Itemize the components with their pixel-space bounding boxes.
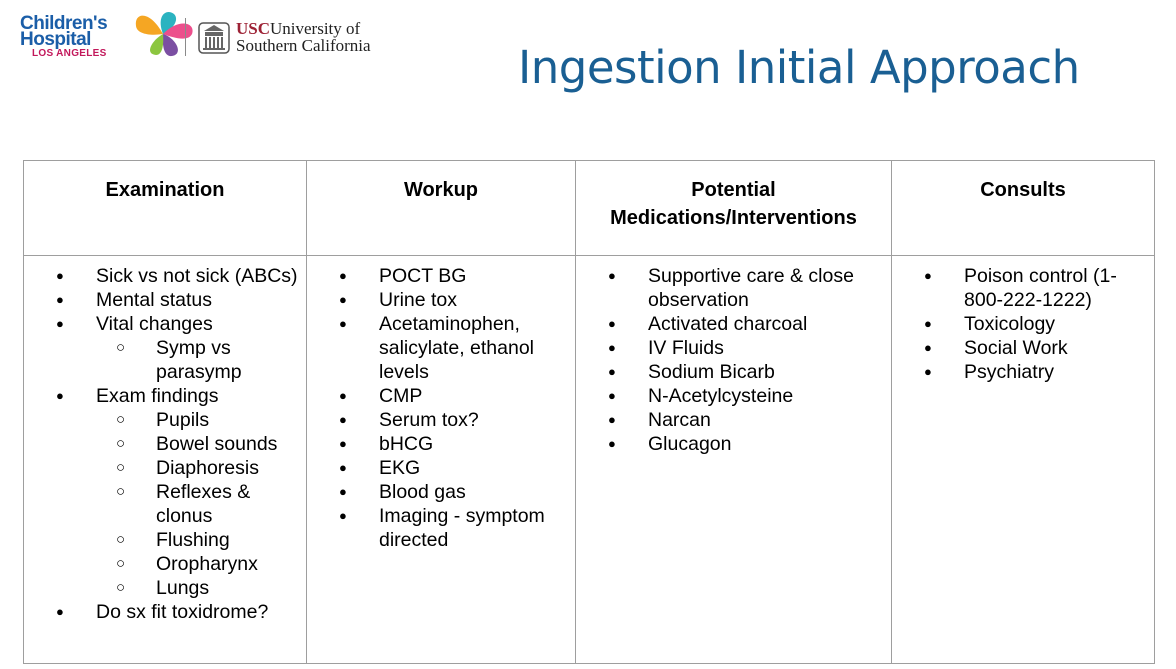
consults-list bbox=[892, 264, 1154, 384]
table-body-row bbox=[24, 256, 1155, 664]
list-item: ● Activated charcoal bbox=[576, 312, 891, 336]
chla-logo-line2: Hospital bbox=[20, 29, 91, 50]
list-item-text: Do sx fit toxidrome? bbox=[96, 601, 269, 623]
workup-cell bbox=[307, 256, 576, 664]
sublist-item: ○ Reflexes & clonus bbox=[96, 480, 306, 528]
sublist-item: ○ Oropharynx bbox=[96, 552, 306, 576]
list-item bbox=[24, 288, 306, 312]
list-item: ● Poison control (1-800-222-1222) bbox=[892, 264, 1154, 312]
list-item-text: Sick vs not sick (ABCs) bbox=[96, 265, 298, 287]
header-examination: Examination bbox=[24, 161, 307, 256]
sublist bbox=[96, 408, 306, 600]
usc-logo bbox=[196, 18, 416, 60]
sublist-item: ○ Pupils bbox=[96, 408, 306, 432]
list-item bbox=[24, 600, 306, 624]
sublist bbox=[96, 336, 306, 384]
list-item: ● N-Acetylcysteine bbox=[576, 384, 891, 408]
header-workup: Workup bbox=[307, 161, 576, 256]
list-item bbox=[24, 312, 306, 384]
page-title: Ingestion Initial Approach bbox=[518, 41, 1080, 94]
consults-cell bbox=[892, 256, 1155, 664]
examination-cell bbox=[24, 256, 307, 664]
list-item: ● Social Work bbox=[892, 336, 1154, 360]
list-item bbox=[24, 264, 306, 288]
list-item: ● EKG bbox=[307, 456, 575, 480]
usc-wordmark: USC bbox=[236, 19, 271, 38]
list-item: ● CMP bbox=[307, 384, 575, 408]
approach-table bbox=[23, 160, 1155, 664]
list-item: ● Imaging - symptom directed bbox=[307, 504, 575, 552]
list-item: ● Urine tox bbox=[307, 288, 575, 312]
list-item-text: Mental status bbox=[96, 289, 212, 311]
header-medications: Potential Medications/Interventions bbox=[576, 161, 892, 256]
list-item: ● Narcan bbox=[576, 408, 891, 432]
logo-divider bbox=[185, 18, 186, 56]
medications-cell bbox=[576, 256, 892, 664]
list-item: ● Psychiatry bbox=[892, 360, 1154, 384]
chla-logo-city: LOS ANGELES bbox=[32, 48, 107, 59]
list-item: ● Glucagon bbox=[576, 432, 891, 456]
header-consults: Consults bbox=[892, 161, 1155, 256]
list-item: ● Blood gas bbox=[307, 480, 575, 504]
list-item-text: Exam findings bbox=[96, 385, 219, 407]
list-item: ● Supportive care & close observation bbox=[576, 264, 891, 312]
sublist-item: ○ Bowel sounds bbox=[96, 432, 306, 456]
medications-list bbox=[576, 264, 891, 456]
list-item-text: Vital changes bbox=[96, 313, 213, 335]
list-item: ● Sodium Bicarb bbox=[576, 360, 891, 384]
list-item bbox=[24, 384, 306, 600]
table-header-row bbox=[24, 161, 1155, 256]
list-item: ● Serum tox? bbox=[307, 408, 575, 432]
usc-seal-icon bbox=[196, 20, 232, 56]
list-item: ● Acetaminophen, salicylate, ethanol levels bbox=[307, 312, 575, 384]
chla-logo-line1: Children's bbox=[20, 13, 108, 34]
list-item: ● POCT BG bbox=[307, 264, 575, 288]
sublist-item: ○ Flushing bbox=[96, 528, 306, 552]
butterfly-icon bbox=[130, 8, 198, 60]
workup-list bbox=[307, 264, 575, 552]
sublist-item: ○ Symp vs parasymp bbox=[96, 336, 306, 384]
usc-logo-line2: Southern California bbox=[236, 36, 371, 55]
list-item: ● Toxicology bbox=[892, 312, 1154, 336]
list-item: ● IV Fluids bbox=[576, 336, 891, 360]
sublist-item: ○ Diaphoresis bbox=[96, 456, 306, 480]
sublist-item: ○ Lungs bbox=[96, 576, 306, 600]
usc-university-text: University of bbox=[270, 19, 361, 38]
list-item: ● bHCG bbox=[307, 432, 575, 456]
examination-list bbox=[24, 264, 306, 624]
chla-logo bbox=[20, 8, 180, 58]
